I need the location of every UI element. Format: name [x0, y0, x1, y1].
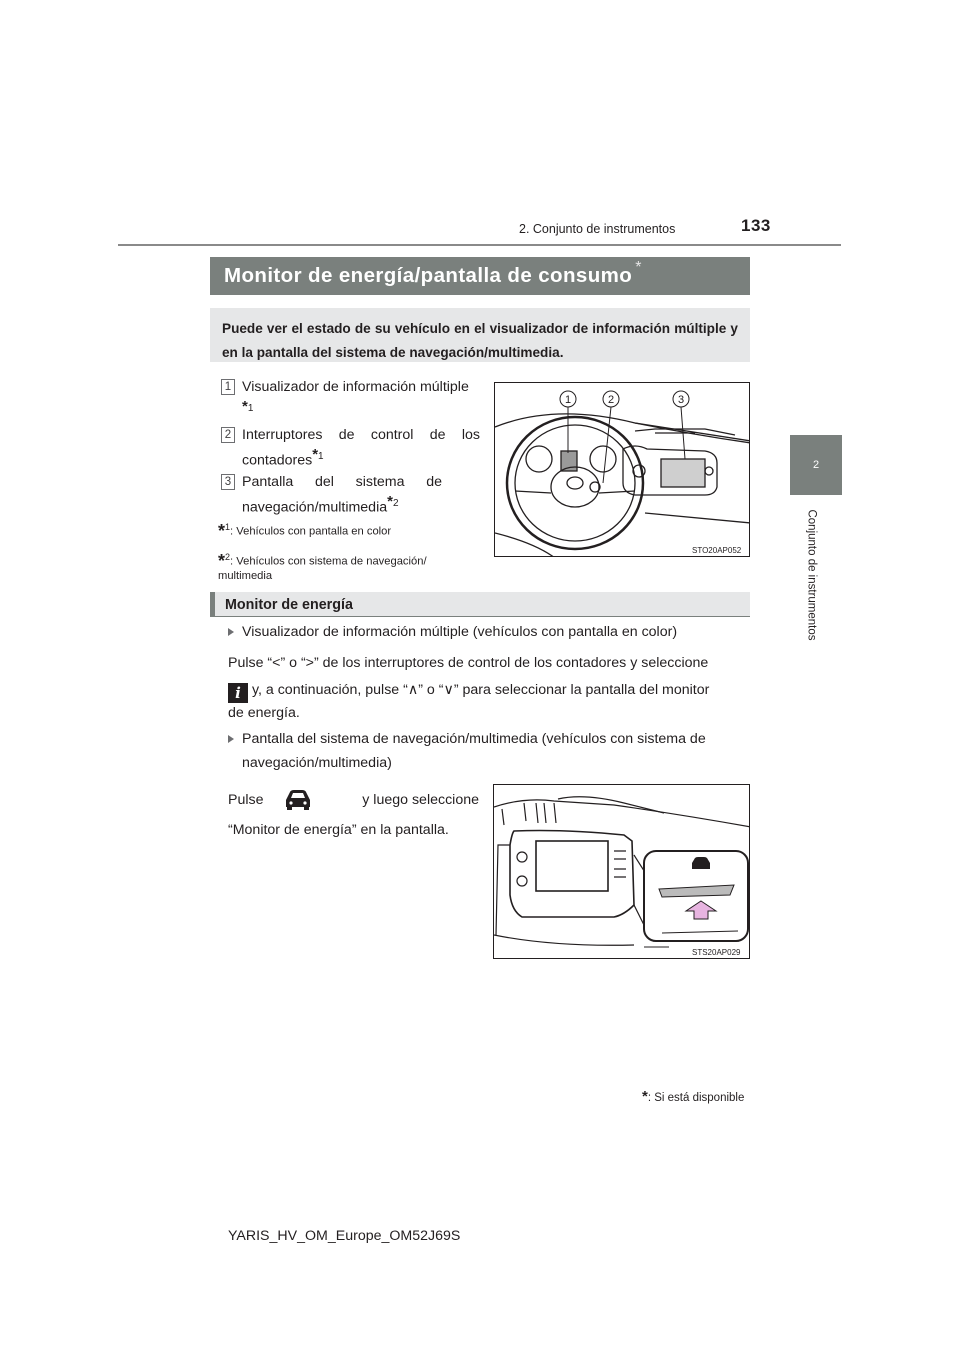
- figure-code: STO20AP052: [692, 546, 742, 555]
- chapter-tab: [790, 435, 842, 495]
- page-number: 133: [741, 216, 771, 235]
- availability-asterisk: *: [635, 259, 642, 276]
- bullet-text: Visualizador de información múltiple (vehículos con pantalla en color): [242, 624, 678, 640]
- dashboard-illustration: [494, 382, 750, 557]
- subsection-rule: [210, 616, 750, 617]
- list-item-text: Visualizador de información múltiple: [242, 379, 469, 395]
- item-number-badge: 1: [221, 379, 235, 395]
- figure-callout: 2: [607, 394, 615, 406]
- footnote-text: : Vehículos con pantalla en color: [230, 525, 392, 538]
- footnote-ref: 1: [318, 451, 324, 462]
- intro-box: Puede ver el estado de su vehículo en el visualizador de información múltiple y en la pantalla del sistema de navegación/multimedia.: [210, 308, 750, 362]
- dashboard-drawing: [495, 383, 750, 557]
- footnote: *$^1$: Vehículos con pantalla en color: [218, 520, 392, 541]
- bullet-triangle-icon: [228, 735, 234, 743]
- body-paragraph: Pulse “<” o “>” de los interruptores de control de los contadores y seleccione: [228, 655, 709, 671]
- availability-note: [642, 1088, 744, 1105]
- car-icon: [283, 786, 313, 812]
- body-paragraph: de energía.: [228, 705, 300, 721]
- chapter-tab-number: 2: [812, 459, 820, 471]
- info-icon: i: [228, 683, 248, 703]
- navigation-drawing: [494, 785, 750, 959]
- chapter-title: 2. Conjunto de instrumentos: [519, 222, 676, 236]
- chapter-side-label: [801, 505, 817, 650]
- bullet-item: [228, 727, 750, 775]
- list-item-text: Pantalla del sistema de navegación/multimedia: [242, 474, 442, 516]
- body-paragraph: [228, 678, 750, 703]
- section-title: Monitor de energía/pantalla de consumo: [224, 264, 633, 287]
- list-item-text: Interruptores de control de los contadores: [242, 427, 480, 469]
- figure-callout: 3: [677, 394, 685, 406]
- list-item: Visualizador de información múltiple$^{*1}$: [242, 377, 480, 423]
- footnote-ref: 2: [392, 498, 399, 509]
- body-text: “Monitor de energía” en la pantalla.: [228, 822, 449, 838]
- list-item: Pantalla del sistema de navegación/multimedia$^{*2}$: [242, 474, 442, 516]
- chapter-side-label-text: Conjunto de instrumentos: [805, 509, 818, 641]
- footnote-mark: 1: [225, 522, 231, 532]
- body-text: y luego seleccione: [362, 792, 479, 808]
- subsection-heading: Monitor de energía: [210, 592, 750, 617]
- availability-mark: *: [642, 1088, 648, 1105]
- bullet-item: [228, 620, 750, 644]
- item-number-badge: 2: [221, 427, 235, 443]
- item-number-badge: 3: [221, 474, 235, 490]
- footnote-mark: 2: [225, 552, 231, 562]
- body-text: y, a continuación, pulse “∧” o “∨” para seleccionar la pantalla del monitor: [251, 682, 710, 698]
- navigation-illustration: [493, 784, 750, 959]
- footnote-ref: 1: [247, 403, 254, 414]
- bullet-triangle-icon: [228, 628, 234, 636]
- availability-text: : Si está disponible: [647, 1092, 745, 1104]
- figure-callout: 1: [564, 394, 572, 406]
- figure-code: STS20AP029: [692, 948, 741, 957]
- document-code: YARIS_HV_OM_Europe_OM52J69S: [228, 1228, 461, 1244]
- header-divider: [118, 244, 841, 246]
- footnote: *$^2$: Vehículos con sistema de navegación/ multimedia: [218, 550, 427, 582]
- footnote-text: : Vehículos con sistema de navegación/ multimedia: [218, 555, 427, 582]
- bullet-text: Pantalla del sistema de navegación/multimedia (vehículos con sistema de navegación/multimedia): [242, 731, 706, 771]
- body-text: Pulse: [228, 792, 264, 808]
- section-title-bar: [210, 257, 750, 295]
- list-item: Interruptores de control de los contadores$^{*1}$: [242, 427, 480, 469]
